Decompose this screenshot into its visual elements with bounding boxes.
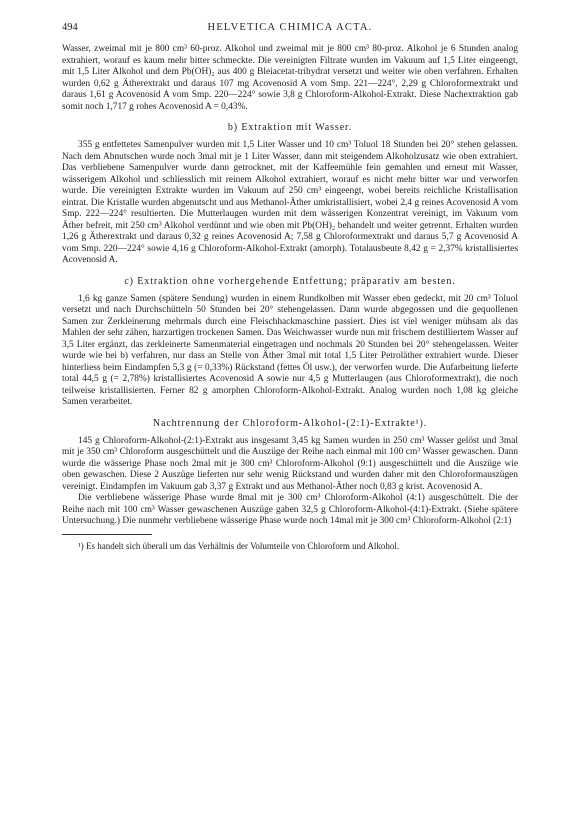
page-number: 494 (62, 22, 78, 33)
section-c-paragraph: 1,6 kg ganze Samen (spätere Sendung) wurden in einem Rundkolben mit Wasser eben gedeckt, mit 20 cm³ Toluol versetzt und nach Durchschütteln 50 Stunden bei 20° stehengelassen. Dann wurde abgegossen und die gequollenen Samen zur Zerkleinerung mehrmals durch eine Fleischhackmaschine passiert. Dies ist viel weniger mühsam als das Mahlen der sehr zähen, harzartigen trockenen Samen. Das Weichwasser wurde nun mit frischem destilliertem Wasser auf 3,5 Liter ergänzt, das zerkleinerte Samenmaterial eingetragen und nochmals 20 Stunden bei 20° stehengelassen. Weiter wurde wie bei b) verfahren, nur dass an Stelle von Äther 3mal mit total 1,5 Liter Petroläther extrahiert wurde. Dieser hinterliess beim Eindampfen 5,3 g (= 0,33%) Rückstand (fettes Öl usw.), der verworfen wurde. Die Aufarbeitung lieferte total 44,5 g (= 2,78%) kristallisiertes Acovenosid A sowie nur 4,5 g Mutterlaugen (aus Chloroformextrakt), die noch teilweise kristallisierten. Ferner 82 g amorphen Chloroform-Alkohol-Extrakt. Analog wurden noch 1,08 kg gleiche Samen verarbeitet. (62, 293, 518, 407)
section-nachtrennung-heading: Nachtrennung der Chloroform-Alkohol-(2:1)-Extrakte¹). (152, 417, 428, 429)
section-c-heading: c) Extraktion ohne vorhergehende Entfettung; präparativ am besten. (124, 275, 456, 287)
section-nachtrennung-paragraph-2: Die verbliebene wässerige Phase wurde 8mal mit je 300 cm³ Chloroform-Alkohol (4:1) ausgeschüttelt. Die der Reihe nach mit 100 cm³ Wasser gewaschenen Auszüge gaben 32,5 g Chloroform-Alkohol-(4:1)-Extrakt. (Siehe spätere Untersuchung.) Die nunmehr verbliebene wässerige Phase wurde noch 14mal mit je 300 cm³ Chloroform-Alkohol (2:1) (62, 493, 518, 526)
intro-paragraph: Wasser, zweimal mit je 800 cm³ 60-proz. Alkohol und zweimal mit je 800 cm³ 80-proz. Alkohol je 6 Stunden analog extrahiert, worauf es kaum mehr bitter schmeckte. Die vereinigten Filtrate wurden im Vakuum auf 1,5 Liter eingeengt, mit 1,5 Liter Alkohol und dem Pb(OH)₂ aus 400 g Bleiacetat-trihydrat versetzt und weiter wie oben verfahren. Erhalten wurden 0,62 g Ätherextrakt und daraus 107 mg Acovenosid A vom Smp. 221—224°, 2,29 g Chloroformextrakt und daraus 1,61 g Acovenosid A vom Smp. 220—224° sowie 3,8 g Chloroform-Alkohol-Extrakt. Diese Nachextraktion gab somit noch 1,717 g rohes Acovenosid A = 0,43%. (62, 44, 518, 112)
section-b-heading: b) Extraktion mit Wasser. (227, 122, 353, 133)
footnote-divider (62, 534, 152, 535)
footnote: ¹) Es handelt sich überall um das Verhältnis der Volumteile von Chloroform und Alkohol. (78, 540, 400, 551)
journal-page (62, 22, 518, 552)
section-nachtrennung-paragraph-1: 145 g Chloroform-Alkohol-(2:1)-Extrakt aus insgesamt 3,45 kg Samen wurden in 250 cm³ Wasser gelöst und 3mal mit je 350 cm³ Chloroform ausgeschüttelt und die Auszüge der Reihe nach einmal mit 100 cm³ Wasser gewaschen. Dann wurde die wässerige Phase noch 2mal mit je 300 cm³ Chloroform-Alkohol (9:1) ausgeschüttelt und die Auszüge wie oben gewaschen. Diese 2 Auszüge lieferten nur sehr wenig Rückstand und wurden daher mit den Chloroformauszügen vereinigt. Eindampfen im Vakuum gab 3,37 g Extrakt und aus Methanol-Äther noch 0,83 g krist. Acovenosid A. (62, 435, 518, 492)
journal-title: HELVETICA CHIMICA ACTA. (207, 22, 373, 33)
section-b-paragraph: 355 g entfettetes Samenpulver wurden mit 1,5 Liter Wasser und 10 cm³ Toluol 18 Stunden bei 20° stehen gelassen. Nach dem Abnutschen wurde noch 3mal mit je 1 Liter Wasser, dann mit steigendem Alkoholzusatz wie oben extrahiert. Das verbliebene Samenpulver wurde dann getrocknet, mit der Kaffeemühle fein gemahlen und erneut mit Wasser, wässerigem Alkohol und schliesslich mit reinem Alkohol extrahiert, worauf es nicht mehr bitter war und verworfen wurde. Die vereinigten Extrakte wurden im Vakuum auf 250 cm³ eingeengt, wobei bereits reichliche Kristallisation eintrat. Die Kristalle wurden abgenutscht und aus Methanol-Äther umkristallisiert, wobei 2,4 g reines Acovenosid A vom Smp. 222—224° resultierten. Die Mutterlaugen wurden mit dem wässerigen Konzentrat vereinigt, im Vakuum vom Äther befreit, mit 250 cm³ Alkohol verdünnt und wie oben mit Pb(OH)₂ behandelt und weiter getrennt. Erhalten wurden 1,26 g Ätherextrakt und daraus 0,32 g reines Acovenosid A; 7,58 g Chloroformextrakt und daraus 5,7 g Acovenosid A vom Smp. 220—224° sowie 4,16 g Chloroform-Alkohol-Extrakt (amorph). Totalausbeute 8,42 g = 2,37% kristallisiertes Acovenosid A. (62, 140, 518, 265)
page-header (62, 22, 518, 36)
